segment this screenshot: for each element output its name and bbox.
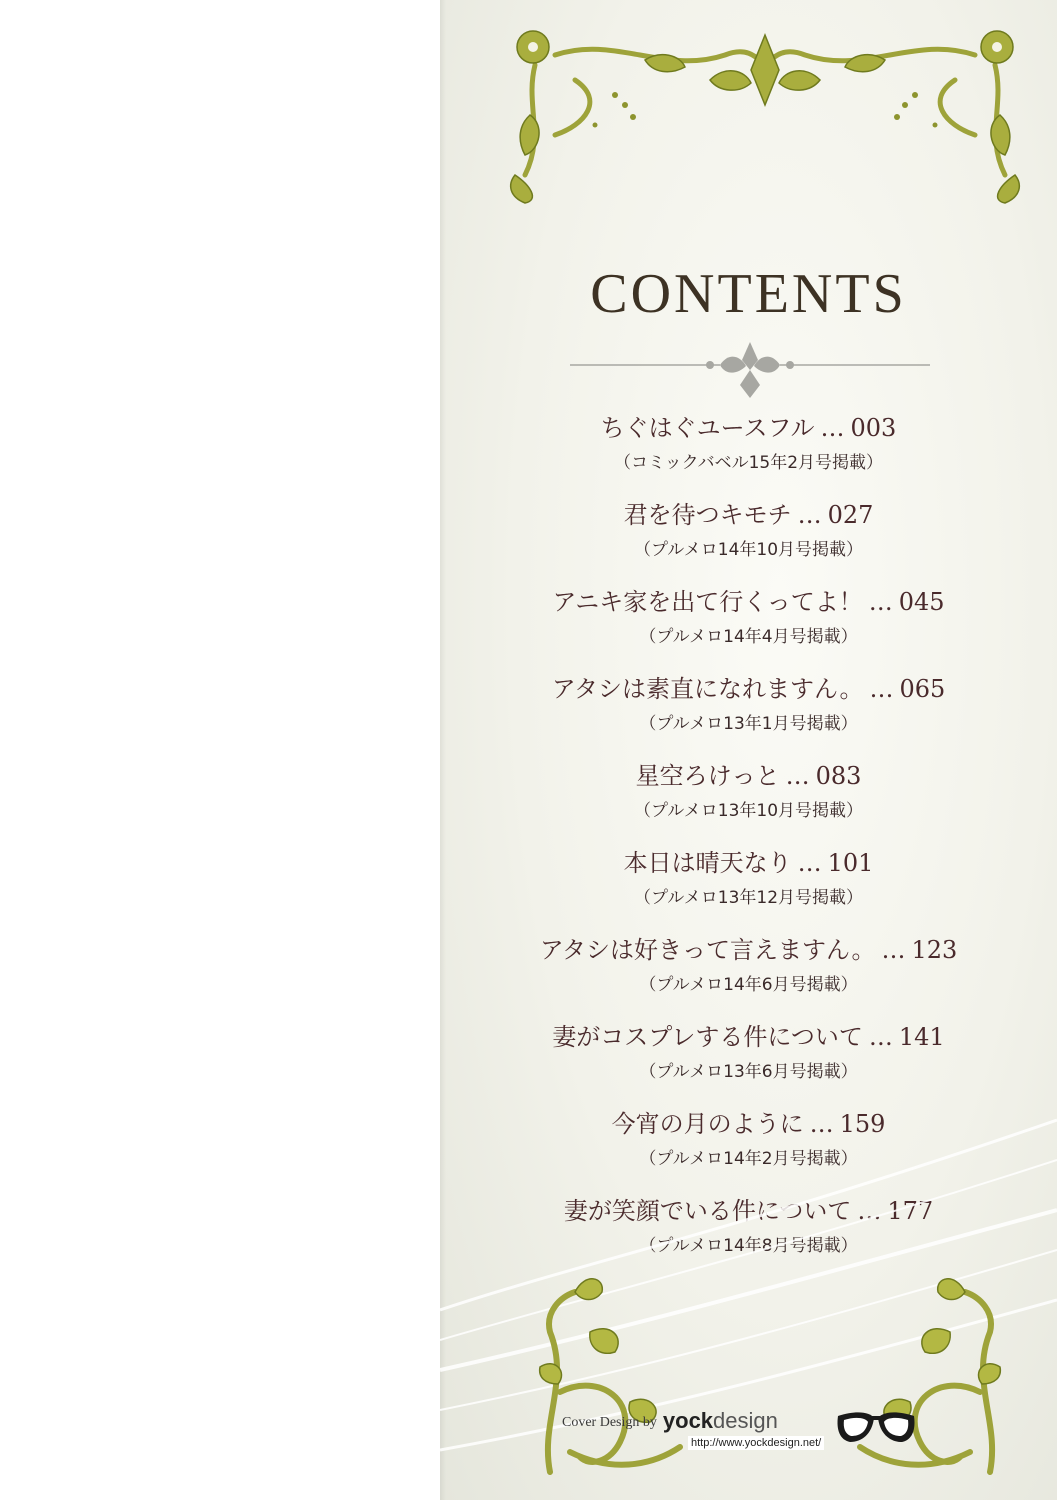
- entry-title: 妻が笑顔でいる件について: [563, 1197, 852, 1225]
- entry-title-line: [440, 673, 1057, 705]
- entry-source: （プルメロ14年8月号掲載）: [639, 1236, 858, 1256]
- glasses-icon: [836, 1408, 916, 1448]
- entry-title: アタシは好きって言えますん。: [539, 936, 876, 964]
- entry-separator: …: [857, 1197, 882, 1225]
- entry-separator: …: [881, 936, 906, 964]
- entry-page-number: 065: [899, 675, 946, 703]
- contents-entry[interactable]: [440, 412, 1057, 499]
- entry-page-number: 141: [898, 1023, 945, 1051]
- credit-brand-bold: yock: [662, 1408, 714, 1433]
- entry-page-number: 123: [911, 936, 958, 964]
- entry-title-line: [440, 499, 1057, 531]
- contents-entry[interactable]: [440, 934, 1057, 1021]
- entry-page-number: 083: [815, 762, 862, 790]
- cover-design-credit: [562, 1406, 778, 1432]
- entry-source: （プルメロ14年2月号掲載）: [639, 1149, 858, 1169]
- entry-source: （プルメロ14年4月号掲載）: [639, 627, 858, 647]
- entry-page-number: 045: [898, 588, 945, 616]
- entry-separator: …: [868, 588, 893, 616]
- entry-separator: …: [868, 1023, 893, 1051]
- entry-title: 星空ろけっと: [635, 762, 780, 790]
- entry-source: （プルメロ13年6月号掲載）: [639, 1062, 858, 1082]
- entry-title: 妻がコスプレする件について: [552, 1023, 863, 1051]
- entry-title: アニキ家を出て行くってよ！: [552, 588, 863, 616]
- credit-brand-light: design: [713, 1408, 778, 1433]
- credit-label: Cover Design by: [562, 1415, 657, 1430]
- entry-page-number: 027: [827, 501, 874, 529]
- contents-page: [440, 0, 1057, 1500]
- entry-separator: …: [820, 414, 845, 442]
- entry-separator: …: [797, 849, 822, 877]
- bottom-ornament-icon: [530, 1272, 1010, 1482]
- entry-title-line: [440, 1021, 1057, 1053]
- contents-entry[interactable]: [440, 499, 1057, 586]
- entry-separator: …: [809, 1110, 834, 1138]
- entry-source: （プルメロ14年10月号掲載）: [633, 540, 864, 560]
- contents-entry[interactable]: [440, 847, 1057, 934]
- entry-separator: …: [797, 501, 822, 529]
- title-divider-icon: [570, 340, 930, 400]
- entry-title: ちぐはぐユースフル: [600, 414, 815, 442]
- page-title: CONTENTS: [590, 263, 907, 325]
- entry-page-number: 177: [887, 1197, 934, 1225]
- credit-brand-logo: [663, 1410, 778, 1432]
- entry-separator: …: [869, 675, 894, 703]
- entry-title-line: [440, 847, 1057, 879]
- entry-page-number: 101: [827, 849, 874, 877]
- credit-url: http://www.yockdesign.net/: [688, 1436, 824, 1450]
- contents-entry[interactable]: [440, 586, 1057, 673]
- entry-title: 今宵の月のように: [611, 1110, 804, 1138]
- entry-title: アタシは素直になれますん。: [551, 675, 864, 703]
- entry-page-number: 159: [839, 1110, 886, 1138]
- top-ornament-icon: [495, 25, 1035, 205]
- entry-title-line: [440, 586, 1057, 618]
- entry-source: （プルメロ13年1月号掲載）: [639, 714, 858, 734]
- entry-separator: …: [785, 762, 810, 790]
- entry-title: 君を待つキモチ: [623, 501, 792, 529]
- entry-title-line: [440, 760, 1057, 792]
- contents-entry[interactable]: [440, 760, 1057, 847]
- entry-title: 本日は晴天なり: [623, 849, 792, 877]
- entry-source: （プルメロ13年12月号掲載）: [633, 888, 864, 908]
- entry-title-line: [440, 412, 1057, 444]
- entry-page-number: 003: [850, 414, 897, 442]
- contents-entry[interactable]: [440, 673, 1057, 760]
- entry-source: （コミックバベル15年2月号掲載）: [613, 453, 884, 473]
- entry-title-line: [440, 934, 1057, 966]
- entry-source: （プルメロ14年6月号掲載）: [639, 975, 858, 995]
- entry-source: （プルメロ13年10月号掲載）: [633, 801, 864, 821]
